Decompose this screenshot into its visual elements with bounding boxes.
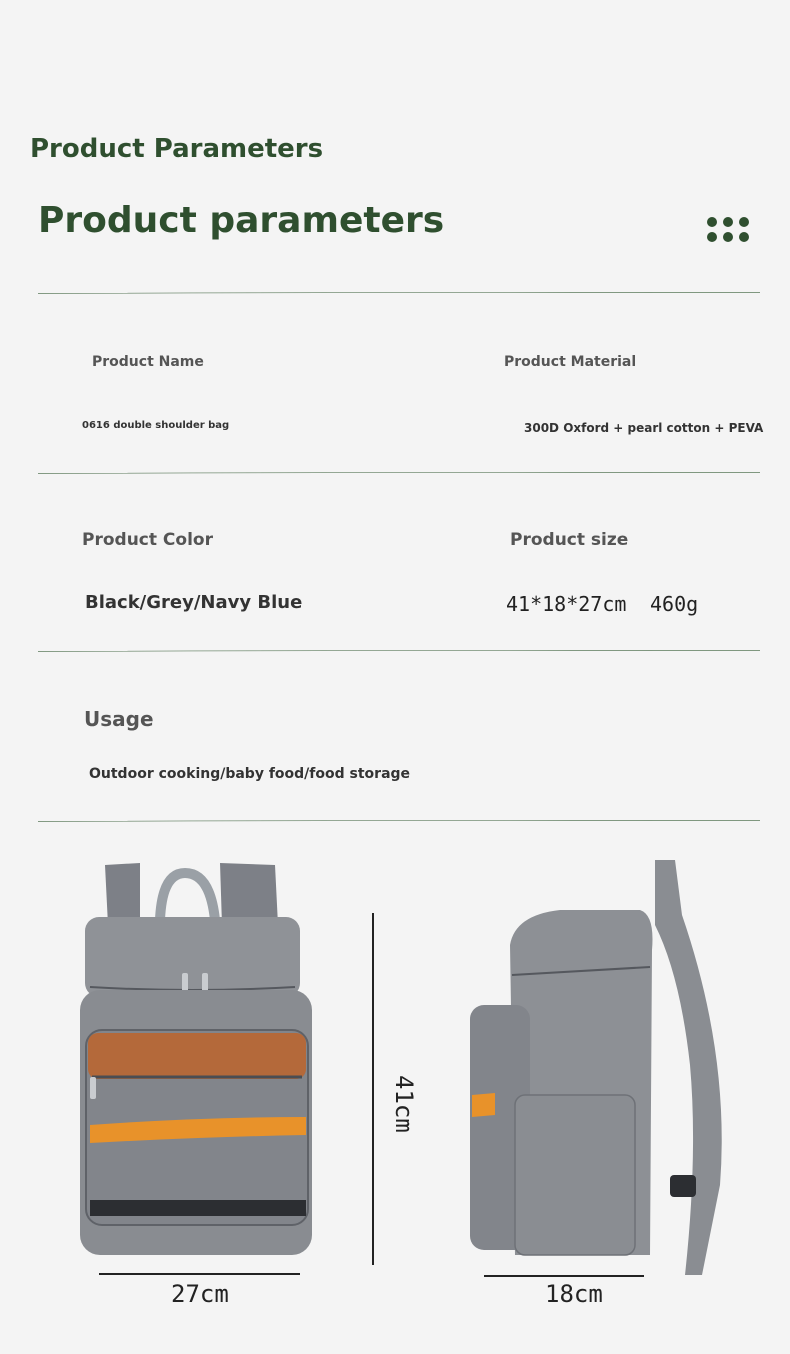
section-header: Product Parameters	[30, 134, 324, 164]
product-size-value: 41*18*27cm	[506, 592, 627, 616]
usage-label: Usage	[84, 707, 154, 731]
divider	[38, 292, 760, 294]
product-name-label: Product Name	[92, 354, 204, 370]
product-name-value: 0616 double shoulder bag	[82, 420, 230, 431]
product-material-value: 300D Oxford + pearl cotton + PEVA	[524, 421, 764, 435]
dots-grid-icon	[707, 217, 755, 245]
height-dimension-line	[372, 913, 374, 1265]
depth-dimension-label: 18cm	[545, 1280, 603, 1308]
product-weight-value: 460g	[650, 592, 699, 616]
product-color-value: Black/Grey/Navy Blue	[85, 592, 303, 613]
product-size-label: Product size	[510, 530, 629, 550]
usage-value: Outdoor cooking/baby food/food storage	[89, 766, 411, 782]
divider	[38, 820, 760, 822]
backpack-side-image	[440, 855, 730, 1275]
depth-dimension-line	[484, 1275, 644, 1277]
width-dimension-label: 27cm	[171, 1280, 229, 1308]
height-dimension-label: 41cm	[390, 1075, 418, 1133]
product-material-label: Product Material	[504, 354, 637, 370]
page-title: Product parameters	[38, 200, 445, 241]
product-color-label: Product Color	[82, 530, 213, 550]
backpack-front-image	[70, 855, 330, 1265]
divider	[38, 472, 760, 474]
width-dimension-line	[99, 1273, 300, 1275]
divider	[38, 650, 760, 652]
